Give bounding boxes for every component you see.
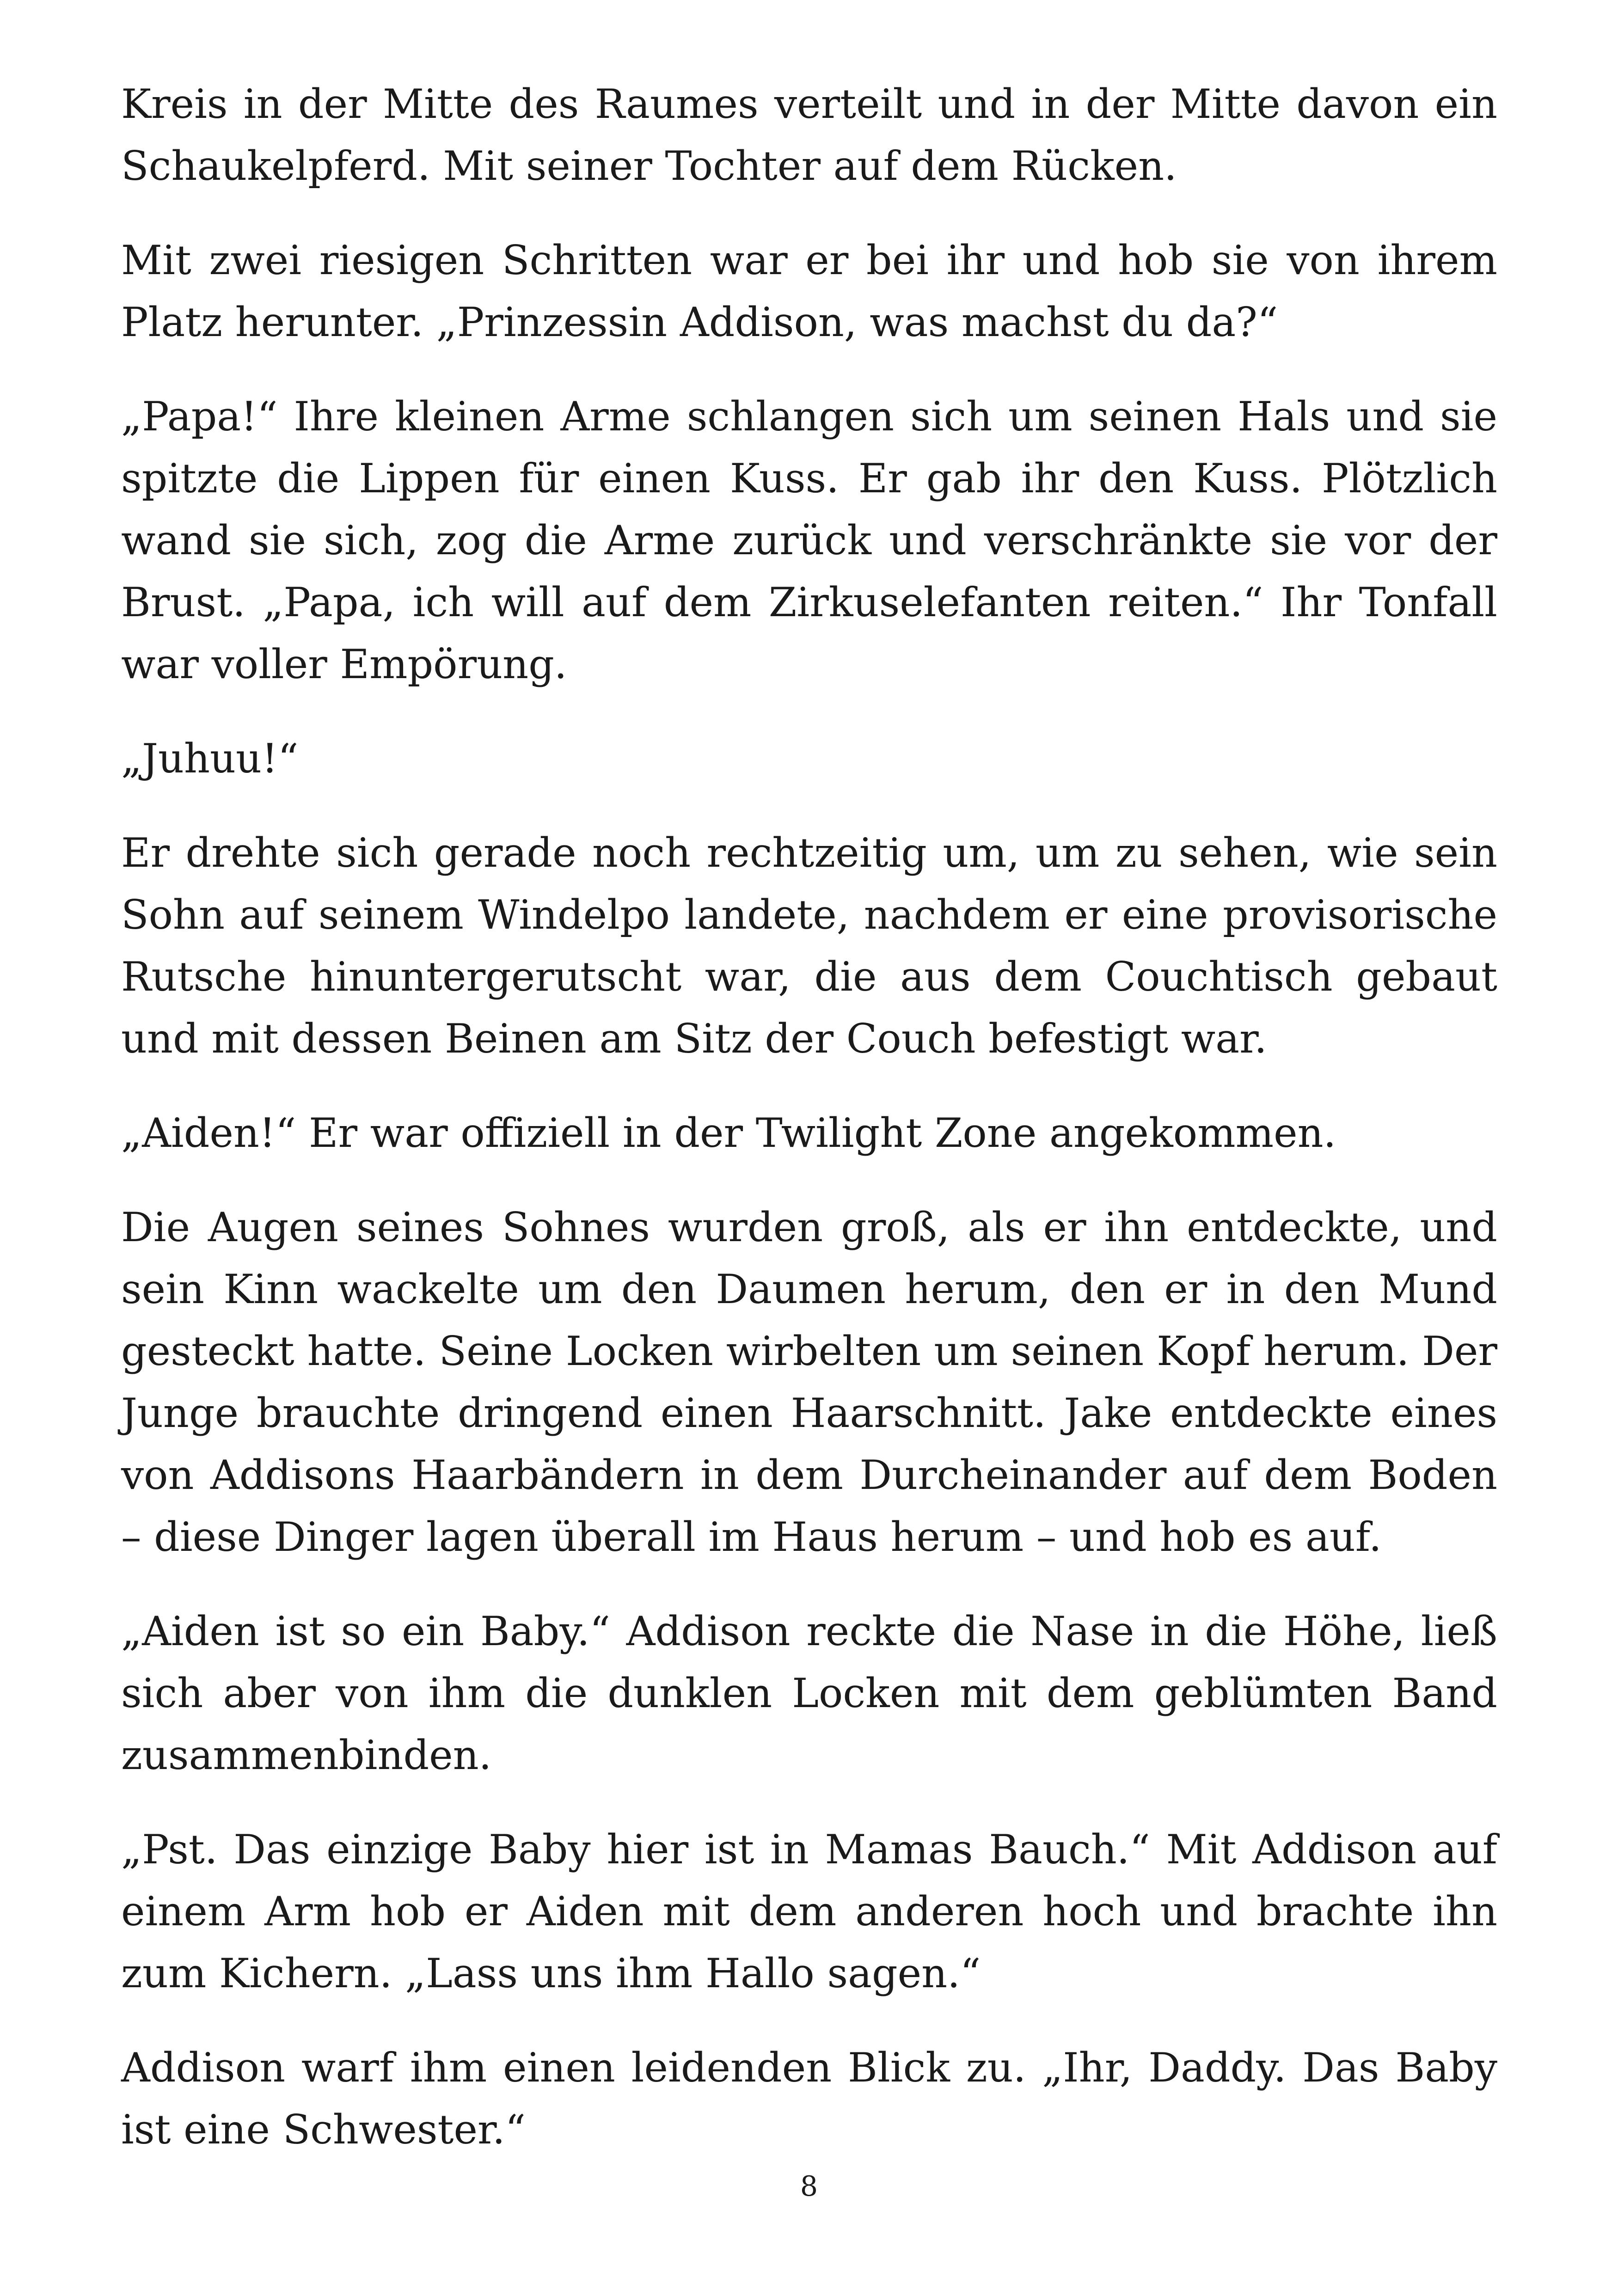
paragraph: „Papa!“ Ihre kleinen Arme schlangen sich um seinen Hals und sie spitzte die Lippen für einen Kuss. Er gab ihr den Kuss. Plötzlich wand sie sich, zog die Arme zurück und verschränkte sie vor der Brust. „Papa, ich will auf dem Zirkuselefanten reiten.“ Ihr Tonfall war voller Empörung. xyxy=(121,393,1497,688)
paragraph: „Aiden!“ Er war offiziell in der Twilight Zone angekommen. xyxy=(121,1109,1336,1157)
body-text xyxy=(121,73,1497,2193)
paragraph: Kreis in der Mitte des Raumes verteilt und in der Mitte davon ein Schaukelpferd. Mit seiner Tochter auf dem Rücken. xyxy=(121,80,1497,190)
paragraph: Mit zwei riesigen Schritten war er bei ihr und hob sie von ihrem Platz herunter. „Prinzessin Addison, was machst du da?“ xyxy=(121,237,1497,346)
paragraph: „Juhuu!“ xyxy=(121,735,299,782)
paragraph: Er drehte sich gerade noch rechtzeitig um, um zu sehen, wie sein Sohn auf seinem Windelpo landete, nachdem er eine provisorische Rutsche hinuntergerutscht war, die aus dem Couchtisch gebaut und mit dessen Beinen am Sitz der Couch befestigt war. xyxy=(121,829,1497,1062)
paragraph: Die Augen seines Sohnes wurden groß, als er ihn entdeckte, und sein Kinn wackelte um den Daumen herum, den er in den Mund gesteckt hatte. Seine Locken wirbelten um seinen Kopf herum. Der Junge brauchte dringend einen Haarschnitt. Jake entdeckte eines von Addisons Haarbändern in dem Durcheinander auf dem Boden – diese Dinger lagen überall im Haus herum – und hob es auf. xyxy=(121,1204,1497,1561)
page-number: 8 xyxy=(800,2170,818,2203)
paragraph: „Pst. Das einzige Baby hier ist in Mamas Bauch.“ Mit Addison auf einem Arm hob er Aiden mit dem anderen hoch und brachte ihn zum Kichern. „Lass uns ihm Hallo sagen.“ xyxy=(121,1826,1497,1997)
paragraph: „Aiden ist so ein Baby.“ Addison reckte die Nase in die Höhe, ließ sich aber von ihm die dunklen Locken mit dem geblümten Band zusammenbinden. xyxy=(121,1608,1497,1779)
paragraph: Addison warf ihm einen leidenden Blick zu. „Ihr, Daddy. Das Baby ist eine Schwester.“ xyxy=(121,2044,1497,2153)
